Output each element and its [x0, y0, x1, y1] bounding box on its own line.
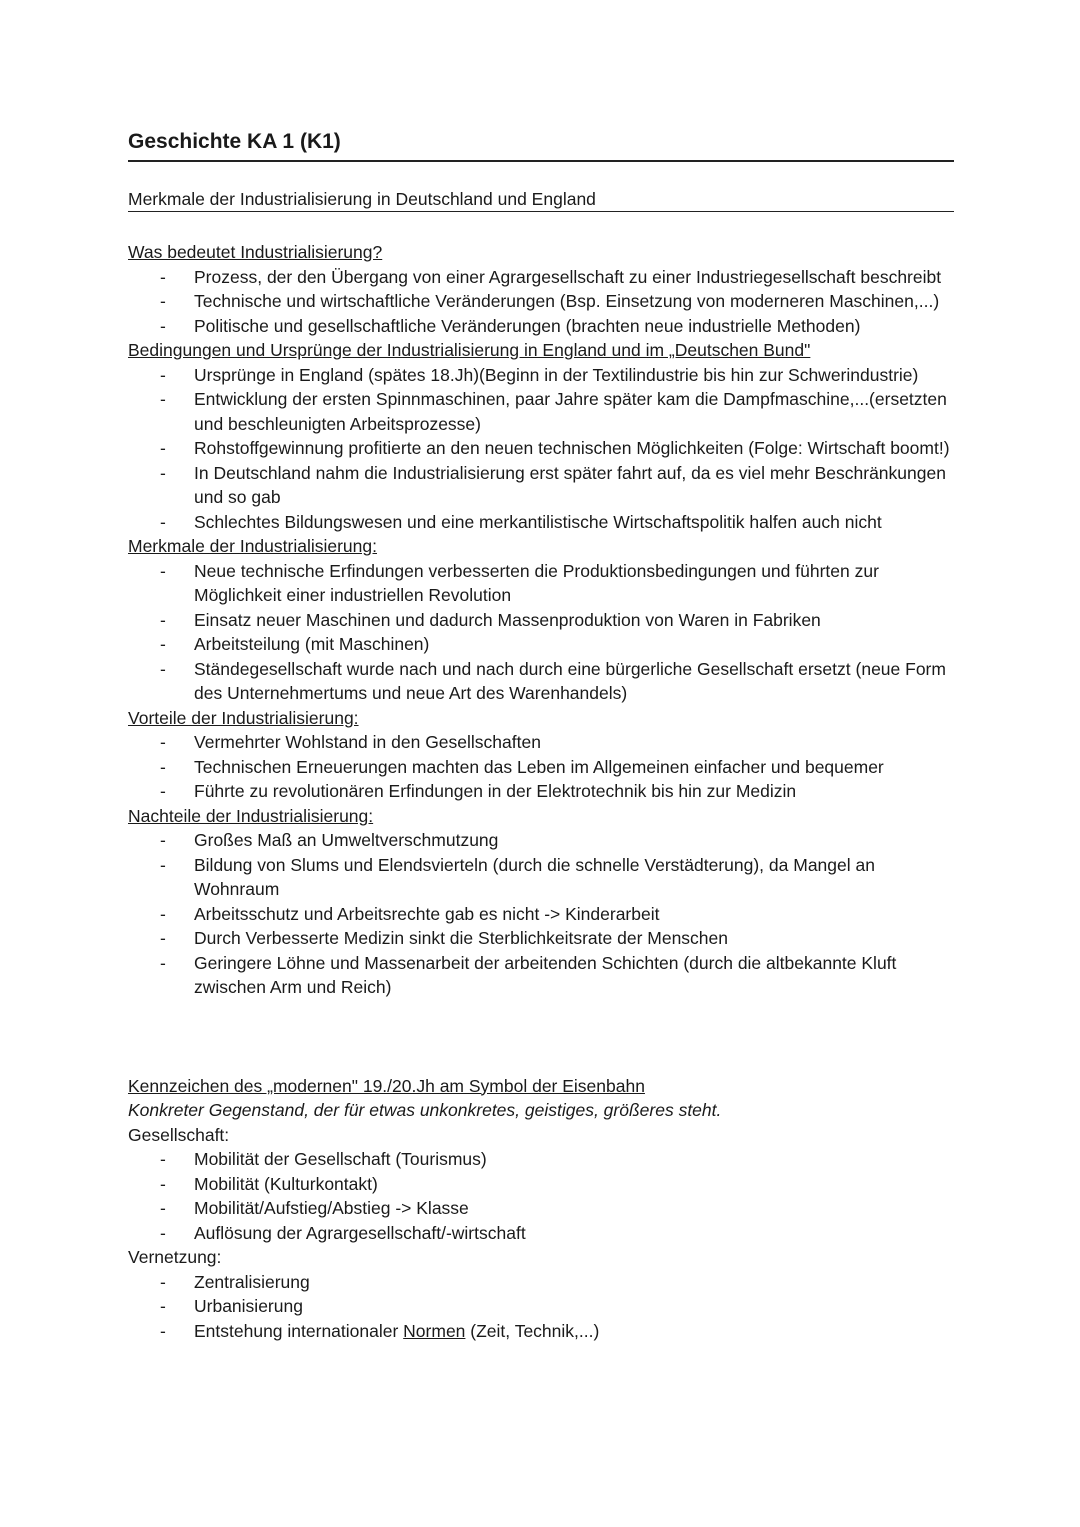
list-item: - Arbeitsteilung (mit Maschinen): [128, 632, 954, 657]
bullet-list: [128, 730, 954, 804]
document-body: [128, 240, 954, 1343]
bullet-list: [128, 265, 954, 339]
underlined-term: Normen: [403, 1320, 466, 1341]
document-subtitle: Merkmale der Industrialisierung in Deutschland und England: [128, 189, 596, 209]
list-item: - Ständegesellschaft wurde nach und nach durch eine bürgerliche Gesellschaft ersetzt (neue Form des Unternehmertums und neue Art des Warenhandels): [128, 657, 954, 706]
list-item: - In Deutschland nahm die Industrialisierung erst später fahrt auf, da es viel mehr Beschränkungen und so gab: [128, 461, 954, 510]
subsection-label: Gesellschaft:: [128, 1124, 230, 1145]
list-item: - Geringere Löhne und Massenarbeit der arbeitenden Schichten (durch die altbekannte Kluft zwischen Arm und Reich): [128, 951, 954, 1000]
list-item: - Technische und wirtschaftliche Veränderungen (Bsp. Einsetzung von moderneren Maschinen,...): [128, 289, 954, 314]
title-rule: [128, 160, 954, 162]
list-item: - Bildung von Slums und Elendsvierteln (durch die schnelle Verstädterung), da Mangel an Wohnraum: [128, 853, 954, 902]
item-text: Entstehung internationaler: [194, 1320, 404, 1341]
list-item: [128, 1319, 954, 1344]
list-item: - Auflösung der Agrargesellschaft/-wirtschaft: [128, 1221, 954, 1246]
section-heading: Nachteile der Industrialisierung:: [128, 805, 374, 826]
bullet-list: [128, 1270, 954, 1344]
list-item: - Einsatz neuer Maschinen und dadurch Massenproduktion von Waren in Fabriken: [128, 608, 954, 633]
list-item: - Großes Maß an Umweltverschmutzung: [128, 828, 954, 853]
section-heading: Was bedeutet Industrialisierung?: [128, 242, 383, 262]
list-item: - Zentralisierung: [128, 1270, 954, 1295]
list-item: - Schlechtes Bildungswesen und eine merkantilistische Wirtschaftspolitik halfen auch nicht: [128, 510, 954, 535]
subtitle-rule: [128, 211, 954, 212]
list-item: - Urbanisierung: [128, 1294, 954, 1319]
bullet-list: [128, 1147, 954, 1245]
section-heading: Kennzeichen des „modernen" 19./20.Jh am Symbol der Eisenbahn: [128, 1075, 645, 1096]
list-item: - Mobilität (Kulturkontakt): [128, 1172, 954, 1197]
list-item: - Ursprünge in England (spätes 18.Jh)(Beginn in der Textilindustrie bis hin zur Schwerindustrie): [128, 363, 954, 388]
list-item: - Politische und gesellschaftliche Veränderungen (brachten neue industrielle Methoden): [128, 314, 954, 339]
bullet-list: [128, 828, 954, 1000]
list-item: - Durch Verbesserte Medizin sinkt die Sterblichkeitsrate der Menschen: [128, 926, 954, 951]
list-item: - Rohstoffgewinnung profitierte an den neuen technischen Möglichkeiten (Folge: Wirtschaft boomt!): [128, 436, 954, 461]
list-item: - Technischen Erneuerungen machten das Leben im Allgemeinen einfacher und bequemer: [128, 755, 954, 780]
document-title: Geschichte KA 1 (K1): [128, 130, 341, 153]
list-item: - Führte zu revolutionären Erfindungen in der Elektrotechnik bis hin zur Medizin: [128, 779, 954, 804]
bullet-list: [128, 363, 954, 535]
section-heading: Bedingungen und Ursprünge der Industrialisierung in England und im „Deutschen Bund": [128, 340, 811, 360]
list-item: - Neue technische Erfindungen verbesserten die Produktionsbedingungen und führten zur Möglichkeit einer industriellen Revolution: [128, 559, 954, 608]
list-item: - Prozess, der den Übergang von einer Agrargesellschaft zu einer Industriegesellschaft beschreibt: [128, 265, 954, 290]
list-item: - Entwicklung der ersten Spinnmaschinen, paar Jahre später kam die Dampfmaschine,...(ersetzten und beschleunigten Arbeitsprozesse): [128, 387, 954, 436]
list-item: - Mobilität/Aufstieg/Abstieg -> Klasse: [128, 1196, 954, 1221]
bullet-list: [128, 559, 954, 706]
subsection-label: Vernetzung:: [128, 1247, 222, 1267]
list-item: - Vermehrter Wohlstand in den Gesellschaften: [128, 730, 954, 755]
item-text: (Zeit, Technik,...): [465, 1320, 600, 1341]
section-heading: Merkmale der Industrialisierung:: [128, 536, 377, 556]
list-item: - Mobilität der Gesellschaft (Tourismus): [128, 1147, 954, 1172]
section-heading: Vorteile der Industrialisierung:: [128, 707, 359, 728]
list-item: - Arbeitsschutz und Arbeitsrechte gab es nicht -> Kinderarbeit: [128, 902, 954, 927]
section-spacer: [128, 1000, 954, 1074]
definition-text: Konkreter Gegenstand, der für etwas unkonkretes, geistiges, größeres steht.: [128, 1100, 722, 1120]
